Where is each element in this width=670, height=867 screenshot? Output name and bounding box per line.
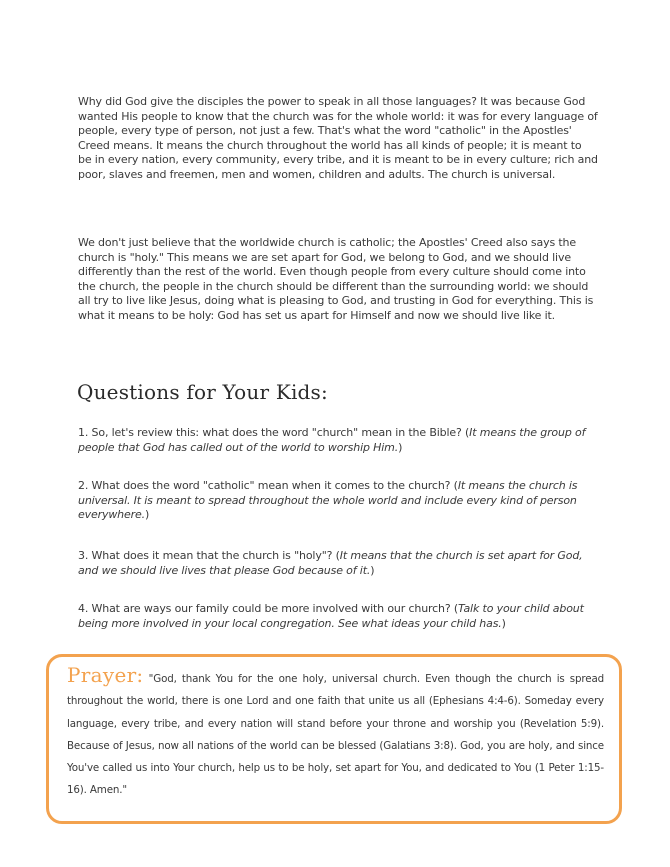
question-prompt: 2. What does the word "catholic" mean when it comes to the church? ( (78, 479, 458, 492)
question-answer: It means the church is universal. It is meant to spread throughout the whole world and include every kind of person everywhere. (78, 479, 578, 522)
question-answer: It means that the church is set apart for God, and we should live lives that please God because of it. (78, 549, 583, 577)
question-answer: Talk to your child about being more involved in your local congregation. See what ideas your child has. (78, 602, 584, 630)
prayer-text: "God, thank You for the one holy, universal church. Even though the church is spread throughout the world, there is one Lord and one faith that unite us all (Ephesians 4:4-6). Someday every language, every tribe, and every nation will stand before your throne and worship you (Revelation 5:9). Because of Jesus, now all nations of the world can be blessed (Galatians 3:8). God, you are holy, and since You've called us into Your church, help us to be holy, set apart for You, and dedicated to You (1 Peter 1:15-16). Amen." (67, 673, 604, 797)
question-close: ) (144, 508, 150, 522)
body-paragraph-holy: We don't just believe that the worldwide church is catholic; the Apostles' Creed also says the church is "holy." This means we are set apart for God, we belong to God, and we should live differently than the rest of the world. Even though people from every culture should come into the church, the people in the church should be different than the surrounding world: we should all try to live like Jesus, doing what is pleasing to God, and trusting in God for everything. This is what it means to be holy: God has set us apart for Himself and now we should live like it. (78, 236, 594, 322)
questions-heading: Questions for Your Kids: (77, 380, 328, 404)
question-prompt: 1. So, let's review this: what does the word "church" mean in the Bible? ( (78, 426, 470, 439)
question-3 (78, 549, 598, 578)
prayer-paragraph (67, 664, 604, 802)
question-close: ) (501, 616, 506, 630)
question-2 (78, 479, 598, 523)
question-answer: It means the group of people that God has called out of the world to worship Him. (78, 426, 586, 454)
question-prompt: 3. What does it mean that the church is "holy"? ( (78, 549, 340, 562)
prayer-label: Prayer: (67, 663, 144, 687)
question-prompt: 4. What are ways our family could be more involved with our church? ( (78, 602, 459, 615)
question-close: ) (370, 563, 375, 577)
body-paragraph-catholic: Why did God give the disciples the power to speak in all those languages? It was because God wanted His people to know that the church was for the whole world: it was for every language of people, every type of person, not just a few. That's what the word "catholic" in the Apostles' Creed means. It means the church throughout the world has all kinds of people; it is meant to be in every nation, every community, every tribe, and it is meant to be in every culture; rich and poor, slaves and freemen, men and women, children and adults. The church is universal. (78, 95, 598, 181)
question-1 (78, 426, 598, 455)
question-4 (78, 602, 598, 631)
question-close: ) (398, 440, 403, 454)
